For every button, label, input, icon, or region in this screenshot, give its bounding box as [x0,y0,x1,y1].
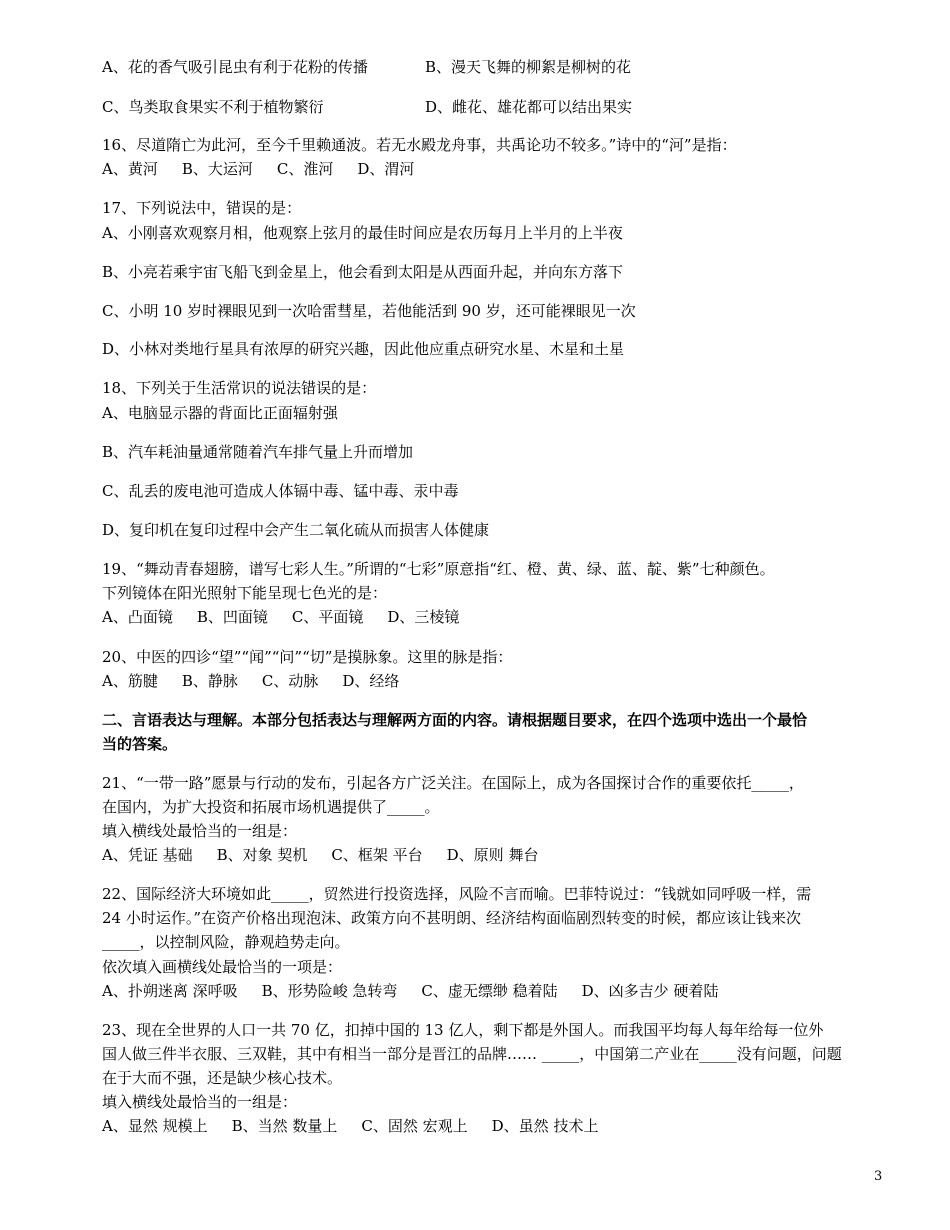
question-text: _____，以控制风险，静观趋势走向。 [102,933,350,951]
option-b: B、对象 契机 [216,846,308,864]
section-heading [102,735,177,753]
q20-stem-line [102,648,512,666]
option-a: A、小刚喜欢观察月相，他观察上弦月的最佳时间应是农历每月上半月的上半夜 [102,224,623,242]
q16-options-row [102,160,438,178]
question-prompt: 填入横线处最恰当的一组是： [102,822,298,840]
option-d: D、三棱镜 [387,608,460,626]
q19-stem-line [102,584,387,602]
question-text: 23、现在全世界的人口一共 70 亿，扣掉中国的 13 亿人，剩下都是外国人。而我国平均每人每年给每一位外 [102,1021,824,1039]
q18-option-row [102,443,413,461]
option-d: D、原则 舞台 [446,846,539,864]
option-d: D、渭河 [357,160,415,178]
q23-stem-line [102,1069,342,1087]
option-b: B、凹面镜 [196,608,268,626]
q23-stem-line [102,1045,842,1063]
option-a: A、凸面镜 [102,608,173,626]
question-text: 24 小时运作。”在资产价格出现泡沫、政策方向不甚明朗、经济结构面临剧烈转变的时候，都应该让钱来次 [102,909,802,927]
q18-stem-line [102,379,376,397]
option-d: D、经络 [342,672,400,690]
option-b: B、小亮若乘宇宙飞船飞到金星上，他会看到太阳是从西面升起，并向东方落下 [102,263,624,281]
option-b: B、汽车耗油量通常随着汽车排气量上升而增加 [102,443,414,461]
option-c: C、平面镜 [291,608,364,626]
q17-option-row [102,263,623,281]
option-d: D、小林对类地行星具有浓厚的研究兴趣，因此他应重点研究水星、木星和土星 [102,340,625,358]
q17-stem-line [102,199,301,217]
question-prompt: 填入横线处最恰当的一组是： [102,1093,298,1111]
q21-stem-line [102,798,440,816]
section-heading-text: 当的答案。 [102,735,178,753]
option-a: A、黄河 [102,160,158,178]
option-c: C、固然 宏观上 [361,1117,468,1135]
q21-stem-line [102,774,804,792]
section-heading [102,711,807,729]
q21-options-row [102,846,562,864]
q17-option-row [102,224,623,242]
option-a: A、筋腱 [102,672,158,690]
option-a: A、电脑显示器的背面比正面辐射强 [102,404,338,422]
q15-options-row [102,58,631,76]
q22-prompt [102,958,342,976]
option-b: B、漫天飞舞的柳絮是柳树的花 [425,58,632,76]
question-text: 国人做三件半衣服、三双鞋，其中有相当一部分是晋江的品牌…… _____，中国第二产业在_____没有问题，问题 [102,1045,842,1063]
q18-option-row [102,404,338,422]
option-d: D、凶多吉少 硬着陆 [581,982,719,1000]
q22-stem-line [102,909,801,927]
question-text: 17、下列说法中，错误的是： [102,199,302,217]
q17-option-row [102,340,624,358]
question-prompt: 依次填入画横线处最恰当的一项是： [102,958,343,976]
question-text: 在国内，为扩大投资和拓展市场机遇提供了_____。 [102,798,440,816]
q16-stem-line [102,136,737,154]
q18-option-row [102,521,489,539]
option-c: C、乱丢的废电池可造成人体镉中毒、锰中毒、汞中毒 [102,482,459,500]
q20-options-row [102,672,423,690]
option-c: C、动脉 [261,672,319,690]
option-c: C、虚无缥缈 稳着陆 [421,982,558,1000]
option-b: B、形势险峻 急转弯 [261,982,398,1000]
question-text: 21、“一带一路”愿景与行动的发布，引起各方广泛关注。在国际上，成为各国探讨合作的重要依托_____， [102,774,804,792]
option-c: C、淮河 [276,160,334,178]
question-text: 22、国际经济大环境如此_____，贸然进行投资选择，风险不言而喻。巴菲特说过：“钱就如同呼吸一样，需 [102,885,812,903]
option-c: C、鸟类取食果实不利于植物繁衍 [102,98,324,116]
q22-stem-line [102,933,350,951]
option-c: C、框架 平台 [331,846,423,864]
q15-options-row [102,98,632,116]
q18-option-row [102,482,458,500]
option-a: A、显然 规模上 [102,1117,208,1135]
q19-stem-line [102,560,775,578]
q23-stem-line [102,1021,823,1039]
question-text: 下列镜体在阳光照射下能呈现七色光的是： [102,584,388,602]
page-number: 3 [874,1169,883,1184]
question-text: 20、中医的四诊“望”“闻”“问”“切”是摸脉象。这里的脉是指： [102,648,513,666]
option-a: A、凭证 基础 [102,846,193,864]
q23-options-row [102,1117,622,1135]
option-b: B、大运河 [181,160,253,178]
question-text: 19、“舞动青春翅膀，谱写七彩人生。”所谓的“七彩”原意指“红、橙、黄、绿、蓝、靛、紫”七种颜色。 [102,560,775,578]
q23-prompt [102,1093,297,1111]
question-text: 16、尽道隋亡为此河，至今千里赖通波。若无水殿龙舟事，共禹论功不较多。”诗中的“河”是指： [102,136,737,154]
option-c: C、小明 10 岁时裸眼见到一次哈雷彗星，若他能活到 90 岁，还可能裸眼见一次 [102,302,636,320]
option-b: B、静脉 [181,672,238,690]
option-d: D、虽然 技术上 [491,1117,599,1135]
option-b: B、当然 数量上 [231,1117,338,1135]
q19-options-row [102,608,483,626]
option-d: D、雌花、雄花都可以结出果实 [425,98,633,116]
q22-options-row [102,982,742,1000]
option-a: A、扑朔迷离 深呼吸 [102,982,238,1000]
question-text: 18、下列关于生活常识的说法错误的是： [102,379,377,397]
question-text: 在于大而不强，还是缺少核心技术。 [102,1069,343,1087]
q22-stem-line [102,885,811,903]
option-d: D、复印机在复印过程中会产生二氧化硫从而损害人体健康 [102,521,490,539]
q17-option-row [102,302,636,320]
q21-prompt [102,822,297,840]
option-a: A、花的香气吸引昆虫有利于花粉的传播 [102,58,368,76]
section-heading-text: 二、言语表达与理解。本部分包括表达与理解两方面的内容。请根据题目要求，在四个选项中选出一个最恰 [102,711,808,729]
